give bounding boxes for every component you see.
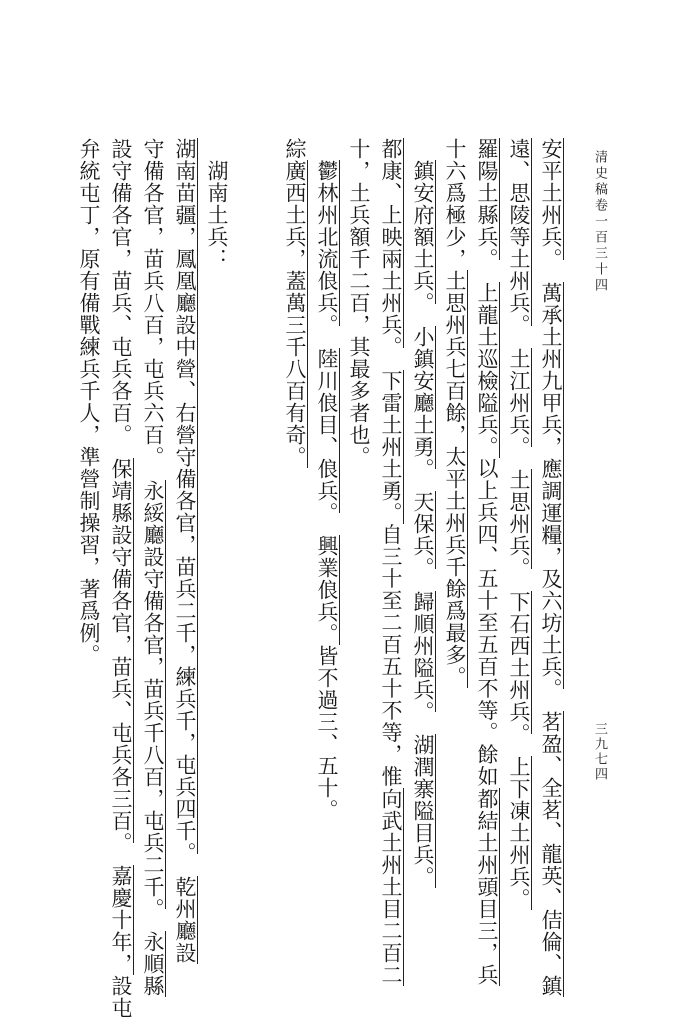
text-segment: 都康、 — [379, 138, 403, 204]
text-segment — [507, 447, 531, 469]
text-segment: 湖南土兵： — [205, 160, 229, 270]
section-heading — [206, 138, 227, 270]
text-column — [110, 138, 131, 1019]
text-segment: 上映兩土州兵。 — [379, 204, 403, 348]
text-segment — [411, 304, 435, 326]
running-header: 清史稿卷一百三十四 — [592, 150, 607, 294]
text-column — [412, 138, 433, 888]
text-column — [316, 138, 337, 821]
text-segment — [475, 260, 499, 282]
text-column — [78, 138, 99, 666]
text-column — [380, 138, 401, 986]
text-segment: 太平土州兵千餘爲最多。 — [443, 446, 467, 688]
text-segment: 茗盈、全茗、龍英、佶倫、 — [539, 711, 563, 975]
text-segment: 鬱林州北流俍兵。 — [315, 160, 339, 326]
text-segment — [173, 854, 197, 876]
text-segment: 鳳凰廳設中營、右營守備各官，苗兵二千，練兵千，屯兵四千。 — [173, 248, 197, 854]
text-segment — [109, 436, 133, 458]
text-segment: 土思州兵。 — [507, 469, 531, 569]
text-segment: 歸順州隘兵。 — [411, 590, 435, 712]
text-segment — [539, 689, 563, 711]
text-segment: 十，土兵額千二百，其最多者也。 — [347, 138, 371, 468]
text-segment: 自三十至二百五十不等，惟 — [379, 523, 403, 788]
text-segment: 守備各官，苗兵八百，屯兵六百。 — [141, 138, 165, 458]
text-segment: 設守備各官，苗兵、屯兵各百。 — [109, 138, 133, 436]
text-segment: 安平土州兵。 — [539, 138, 563, 260]
text-segment — [507, 734, 531, 756]
text-segment: 下雷土州土勇。 — [379, 369, 403, 524]
text-segment — [109, 843, 133, 865]
text-column — [348, 138, 369, 468]
text-segment — [411, 138, 435, 160]
text-segment: 都結土州頭目三，兵 — [475, 787, 499, 986]
text-column — [540, 138, 561, 997]
text-segment — [507, 326, 531, 348]
text-column — [174, 138, 195, 964]
text-segment — [205, 138, 229, 160]
text-segment — [411, 712, 435, 734]
text-segment — [315, 138, 339, 160]
page-number: 三九七四 — [592, 722, 607, 782]
text-segment — [141, 909, 165, 931]
text-segment: 上龍土巡檢隘兵。 — [475, 281, 499, 458]
text-segment — [315, 326, 339, 348]
text-segment — [411, 569, 435, 591]
text-segment: 土江州兵。 — [507, 347, 531, 447]
text-segment: 乾州廳設 — [173, 875, 197, 964]
text-column — [444, 138, 465, 688]
text-column — [284, 138, 305, 468]
text-segment: 永綏廳設守備各官，苗兵千八百，屯兵二千。 — [141, 479, 165, 909]
text-segment: 廣西土兵，蓋萬三千八百有奇。 — [283, 160, 307, 468]
text-segment — [141, 458, 165, 480]
text-segment: 永順縣 — [141, 931, 165, 997]
text-segment: 以上兵四、五十至五百不等。餘如 — [475, 457, 499, 788]
text-segment — [315, 513, 339, 535]
text-segment: 設屯 — [109, 975, 133, 1019]
text-segment — [539, 260, 563, 282]
text-segment: 上下凍土州兵。 — [507, 756, 531, 910]
text-segment: 綜 — [283, 138, 307, 160]
text-segment: 向武土州土目二百二 — [379, 787, 403, 986]
text-segment: 保靖縣設守備各官，苗兵、屯兵各三百。 — [109, 457, 133, 843]
text-segment: 湖南苗疆， — [173, 138, 197, 248]
text-segment: 湖潤寨隘目兵。 — [411, 734, 435, 888]
text-segment: 萬承土州九甲兵，應調運糧，及六坊土兵。 — [539, 281, 563, 689]
text-segment: 小鎮安廳土勇。 — [411, 325, 435, 469]
text-segment: 羅陽土縣兵。 — [475, 138, 499, 260]
text-segment: 土思州兵七百餘， — [443, 270, 467, 446]
text-column — [142, 138, 163, 997]
text-segment: 陸川俍目、俍兵。 — [315, 347, 339, 513]
text-segment: 興業俍兵。 — [315, 535, 339, 645]
text-segment: 弁統屯丁，原有備戰練兵千人，準營制操習，著爲例。 — [77, 138, 101, 666]
text-segment: 十六爲極少， — [443, 138, 467, 270]
text-segment — [379, 348, 403, 370]
text-column — [476, 138, 497, 986]
text-segment: 皆不過三、五十。 — [315, 645, 339, 821]
text-segment: 嘉慶十年， — [109, 865, 133, 975]
text-segment — [411, 469, 435, 491]
text-segment: 天保兵。 — [411, 491, 435, 569]
text-segment — [507, 569, 531, 591]
text-segment: 下石西土州兵。 — [507, 590, 531, 734]
text-segment: 遠、思陵等土州兵。 — [507, 138, 531, 326]
text-segment: 鎮 — [539, 975, 563, 997]
text-segment: 鎮安府額土兵。 — [411, 160, 435, 304]
text-column — [508, 138, 529, 910]
